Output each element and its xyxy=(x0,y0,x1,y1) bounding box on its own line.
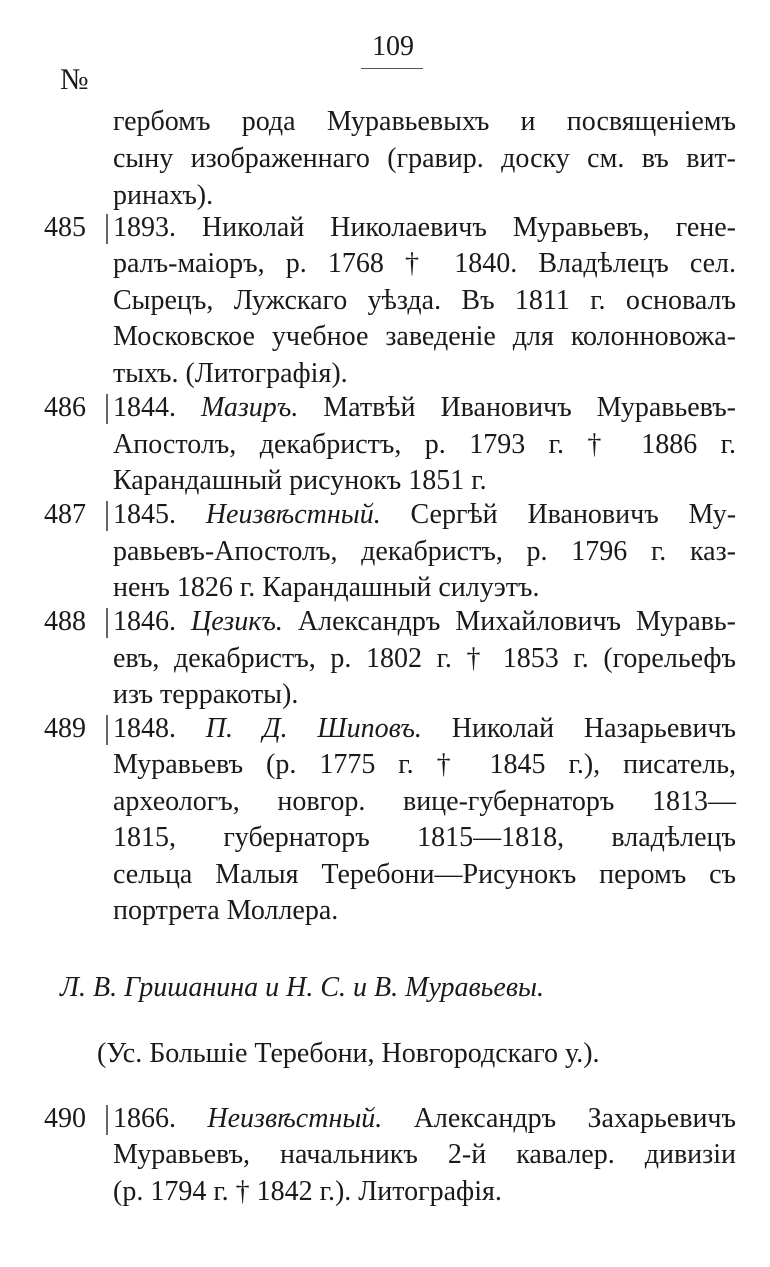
entry-line: 1815, губернаторъ 1815—1818, владѣлецъ xyxy=(113,822,736,853)
entry-line: ненъ 1826 г. Карандашный силуэтъ. xyxy=(113,572,540,603)
entry-line: археологъ, новгор. вице-губернаторъ 1813— xyxy=(113,786,736,817)
entry-line: Апостолъ, декабристъ, р. 1793 г. † 1886 г. xyxy=(113,429,736,460)
entry-separator xyxy=(106,214,108,244)
intro-line-2: сыну изображеннаго (гравир. доску см. въ вит- xyxy=(113,143,736,174)
entry-subject: Александръ Михайловичъ Муравь- xyxy=(282,606,736,637)
entry-line: сельца Малыя Теребони—Рисунокъ перомъ съ xyxy=(113,859,736,890)
entry-number: 487 xyxy=(44,499,86,530)
entry-line xyxy=(113,497,736,534)
entry-separator xyxy=(106,394,108,424)
entry-separator xyxy=(106,1105,108,1135)
entry-author: Неизвѣстный. xyxy=(207,1103,383,1134)
entry-year: 1848. xyxy=(113,713,206,744)
entry-year: 1844. xyxy=(113,392,201,423)
entry-line: Муравьевъ (р. 1775 г. † 1845 г.), писатель, xyxy=(113,749,736,780)
entry-line: изъ терракоты). xyxy=(113,679,299,710)
entry-number: 490 xyxy=(44,1103,86,1134)
entry-line: равьевъ-Апостолъ, декабристъ, р. 1796 г. каз- xyxy=(113,536,736,567)
entry-number: 489 xyxy=(44,713,86,744)
entry-line: (р. 1794 г. † 1842 г.). Литографія. xyxy=(113,1176,502,1207)
entry-year: 1866. xyxy=(113,1103,208,1134)
entry-line: евъ, декабристъ, р. 1802 г. † 1853 г. (горельефъ xyxy=(113,643,736,674)
entry-line xyxy=(113,1101,736,1138)
entry-subject: Александръ Захарьевичъ xyxy=(382,1103,736,1134)
section-title: Л. В. Гришанина и Н. С. и В. Муравьевы. xyxy=(60,972,544,1003)
intro-line-1: гербомъ рода Муравьевыхъ и посвященіемъ xyxy=(113,106,736,137)
intro-line-3: ринахъ). xyxy=(113,180,214,211)
page-number-rule xyxy=(361,68,423,69)
page-number: 109 xyxy=(372,31,414,62)
entry-number: 485 xyxy=(44,212,86,243)
entry-author: Мазиръ. xyxy=(200,392,299,423)
entry-author: П. Д. Шиповъ. xyxy=(205,713,422,744)
entry-number: 488 xyxy=(44,606,86,637)
entry-year: 1846. xyxy=(113,606,192,637)
entry-line: Сырецъ, Лужскаго уѣзда. Въ 1811 г. основалъ xyxy=(113,285,736,316)
entry-line: 1893. Николай Николаевичъ Муравьевъ, гене- xyxy=(113,212,736,243)
entry-separator xyxy=(106,608,108,638)
entry-separator xyxy=(106,501,108,531)
entry-line: Московское учебное заведеніе для колонновожа- xyxy=(113,321,736,352)
entry-subject: Николай Назарьевичъ xyxy=(421,713,737,744)
entry-subject: Сергѣй Ивановичъ Му- xyxy=(380,499,737,530)
entry-separator xyxy=(106,715,108,745)
entry-line xyxy=(113,711,736,748)
entry-line: тыхъ. (Литографія). xyxy=(113,358,348,389)
entry-line: портрета Моллера. xyxy=(113,895,339,926)
entry-number: 486 xyxy=(44,392,86,423)
numero-sign: № xyxy=(60,63,89,96)
entry-line xyxy=(113,390,736,427)
entry-line: Муравьевъ, начальникъ 2-й кавалер. дивизіи xyxy=(113,1139,736,1170)
entry-line xyxy=(113,604,736,641)
entry-author: Цезикъ. xyxy=(191,606,283,637)
entry-year: 1845. xyxy=(113,499,206,530)
entry-line: Карандашный рисунокъ 1851 г. xyxy=(113,465,487,496)
section-subtitle: (Ус. Большіе Теребони, Новгородскаго у.). xyxy=(97,1038,600,1069)
entry-subject: Матвѣй Ивановичъ Муравьевъ- xyxy=(298,392,736,423)
entry-author: Неизвѣстный. xyxy=(205,499,381,530)
entry-line: ралъ-маіоръ, р. 1768 † 1840. Владѣлецъ сел. xyxy=(113,248,736,279)
